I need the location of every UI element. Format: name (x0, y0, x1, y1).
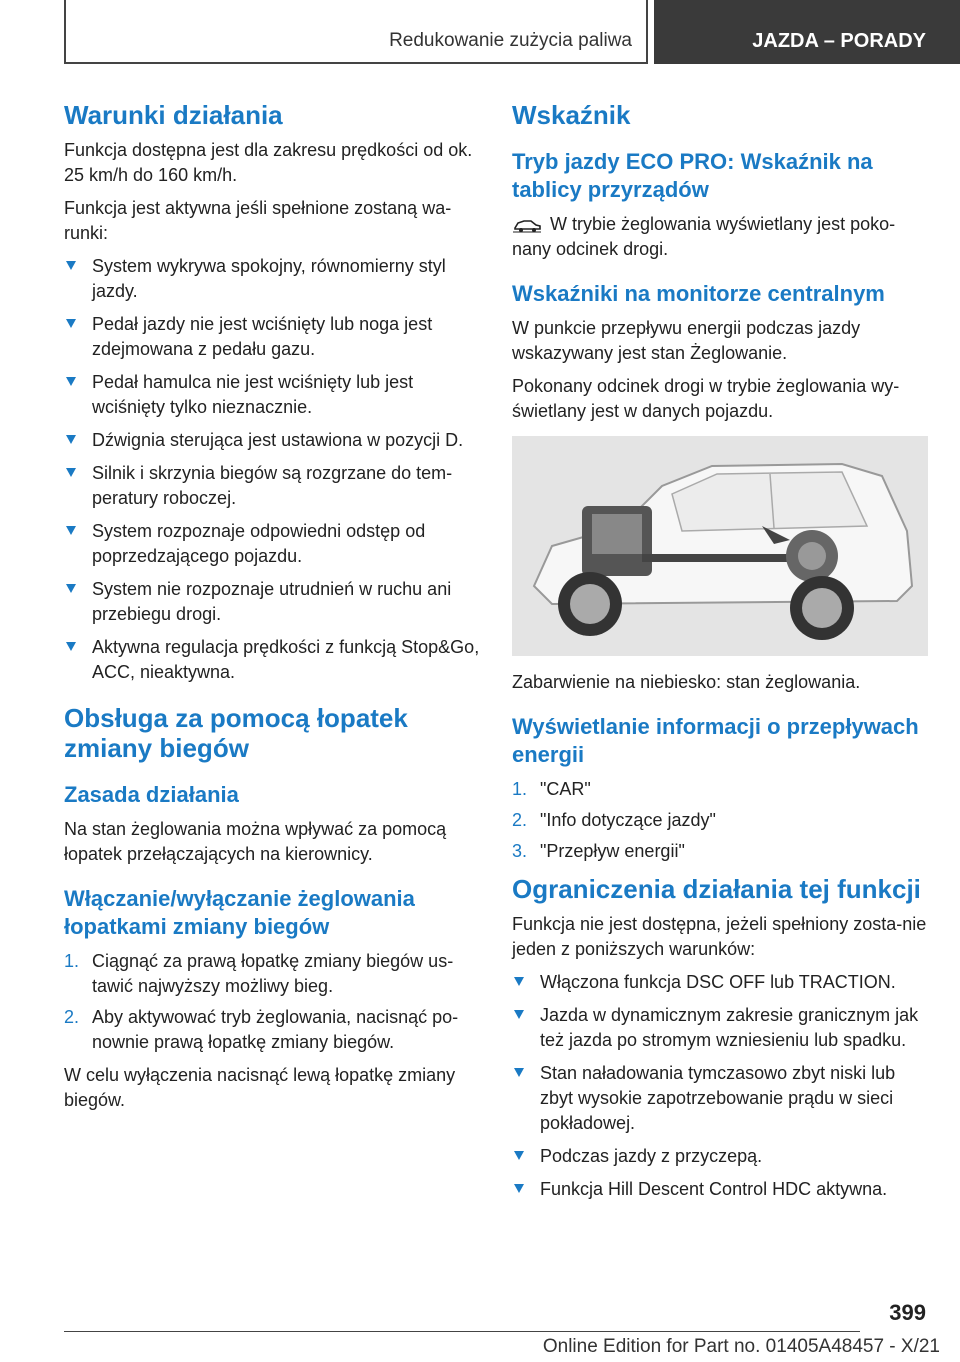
bullet-triangle-icon (66, 526, 76, 535)
heading-principle: Zasada działania (64, 782, 239, 807)
car-drivetrain-image (512, 436, 928, 656)
paragraph-principle: Na stan żeglowania można wpływać za pomocą łopatek przełączających na kierownicy. (64, 819, 447, 864)
heading-limitations: Ograniczenia działania tej funkcji (512, 874, 921, 904)
footer-edition: Online Edition for Part no. 01405A48457 - X/21 (542, 1336, 940, 1357)
heading-paddles: Obsługa za pomocą łopatek zmiany biegów (64, 703, 408, 763)
header-section-box (64, 0, 648, 64)
paragraph-turn-off: W celu wyłączenia nacisnąć lewą łopatkę zmiany biegów. (64, 1065, 456, 1110)
list-item: 1. "CAR" (512, 779, 591, 799)
list-item: Podczas jazdy z przyczepą. (512, 1144, 932, 1169)
header-chapter-title: JAZDA – PORADY (752, 30, 926, 52)
heading-conditions: Warunki działania (64, 100, 283, 130)
bullet-triangle-icon (66, 642, 76, 651)
header-section-title: Redukowanie zużycia paliwa (389, 30, 632, 51)
heading-indicator: Wskaźnik (512, 100, 631, 130)
heading-energy-flow-info: Wyświetlanie informacji o przepływach energii (512, 714, 919, 767)
flow-steps-list (512, 777, 932, 864)
bullet-triangle-icon (514, 977, 524, 986)
paragraph-distance: Pokonany odcinek drogi w trybie żeglowania wy-świetlany jest w danych pojazdu. (512, 376, 900, 421)
list-item: 2. Aby aktywować tryb żeglowania, nacisnąć po-nownie prawą łopatkę zmiany biegów. (64, 1007, 459, 1052)
list-item: Jazda w dynamicznym zakresie granicznym jak też jazda po stromym wzniesieniu lub spadku. (512, 1003, 932, 1053)
list-item: Aktywna regulacja prędkości z funkcją Stop&Go, ACC, nieaktywna. (64, 635, 484, 685)
conditions-list (64, 254, 484, 685)
bullet-triangle-icon (66, 261, 76, 270)
heading-central-display: Wskaźniki na monitorze centralnym (512, 281, 885, 306)
bullet-triangle-icon (66, 468, 76, 477)
bullet-triangle-icon (66, 319, 76, 328)
bullet-triangle-icon (66, 377, 76, 386)
paragraph-limitations: Funkcja nie jest dostępna, jeżeli spełniony zosta-nie jeden z poniższych warunków: (512, 914, 927, 959)
list-item: Funkcja Hill Descent Control HDC aktywna. (512, 1177, 932, 1202)
list-item: Stan naładowania tymczasowo zbyt niski lub zbyt wysokie zapotrzebowanie prądu w sieci pokładowej. (512, 1061, 932, 1136)
bullet-triangle-icon (66, 584, 76, 593)
page-header (64, 0, 960, 66)
list-item: System rozpoznaje odpowiedni odstęp od poprzedzającego pojazdu. (64, 519, 484, 569)
list-item: System nie rozpoznaje utrudnień w ruchu ani przebiegu drogi. (64, 577, 484, 627)
right-column (512, 100, 932, 1210)
bullet-triangle-icon (514, 1010, 524, 1019)
header-chapter-box (654, 0, 960, 64)
toggle-steps-list (64, 949, 484, 1055)
list-item: 2. "Info dotyczące jazdy" (512, 810, 716, 830)
page-number: 399 (889, 1300, 926, 1325)
list-item: Pedał jazdy nie jest wciśnięty lub noga jest zdejmowana z pedału gazu. (64, 312, 484, 362)
list-item: Włączona funkcja DSC OFF lub TRACTION. (512, 970, 932, 995)
left-column (64, 100, 484, 1121)
bullet-triangle-icon (514, 1151, 524, 1160)
list-item: Silnik i skrzynia biegów są rozgrzane do tem-peratury roboczej. (64, 461, 484, 511)
heading-toggle: Włączanie/wyłączanie żeglowania łopatkami zmiany biegów (64, 886, 415, 939)
coasting-car-icon (512, 217, 542, 233)
list-item: Dźwignia sterująca jest ustawiona w pozycji D. (64, 428, 484, 453)
paragraph-energy-flow: W punkcie przepływu energii podczas jazdy wskazywany jest stan Żeglowanie. (512, 318, 861, 363)
bullet-triangle-icon (514, 1068, 524, 1077)
list-item: Pedał hamulca nie jest wciśnięty lub jest wciśnięty tylko nieznacznie. (64, 370, 484, 420)
list-item: 1. Ciągnąć za prawą łopatkę zmiany biegów us-tawić najwyższy możliwy bieg. (64, 951, 454, 996)
footer-divider (64, 1331, 860, 1332)
list-item: System wykrywa spokojny, równomierny styl jazdy. (64, 254, 484, 304)
paragraph-speed-range: Funkcja dostępna jest dla zakresu prędkości od ok. 25 km/h do 160 km/h. (64, 140, 473, 185)
limitations-list (512, 970, 932, 1202)
image-caption: Zabarwienie na niebiesko: stan żeglowania. (512, 672, 861, 692)
paragraph-active-conditions: Funkcja jest aktywna jeśli spełnione zostaną wa-runki: (64, 198, 452, 243)
bullet-triangle-icon (514, 1184, 524, 1193)
list-item: 3. "Przepływ energii" (512, 841, 685, 861)
paragraph-eco-pro: W trybie żeglowania wyświetlany jest poko-nany odcinek drogi. (512, 214, 896, 259)
bullet-triangle-icon (66, 435, 76, 444)
heading-eco-pro: Tryb jazdy ECO PRO: Wskaźnik na tablicy przyrządów (512, 149, 873, 202)
